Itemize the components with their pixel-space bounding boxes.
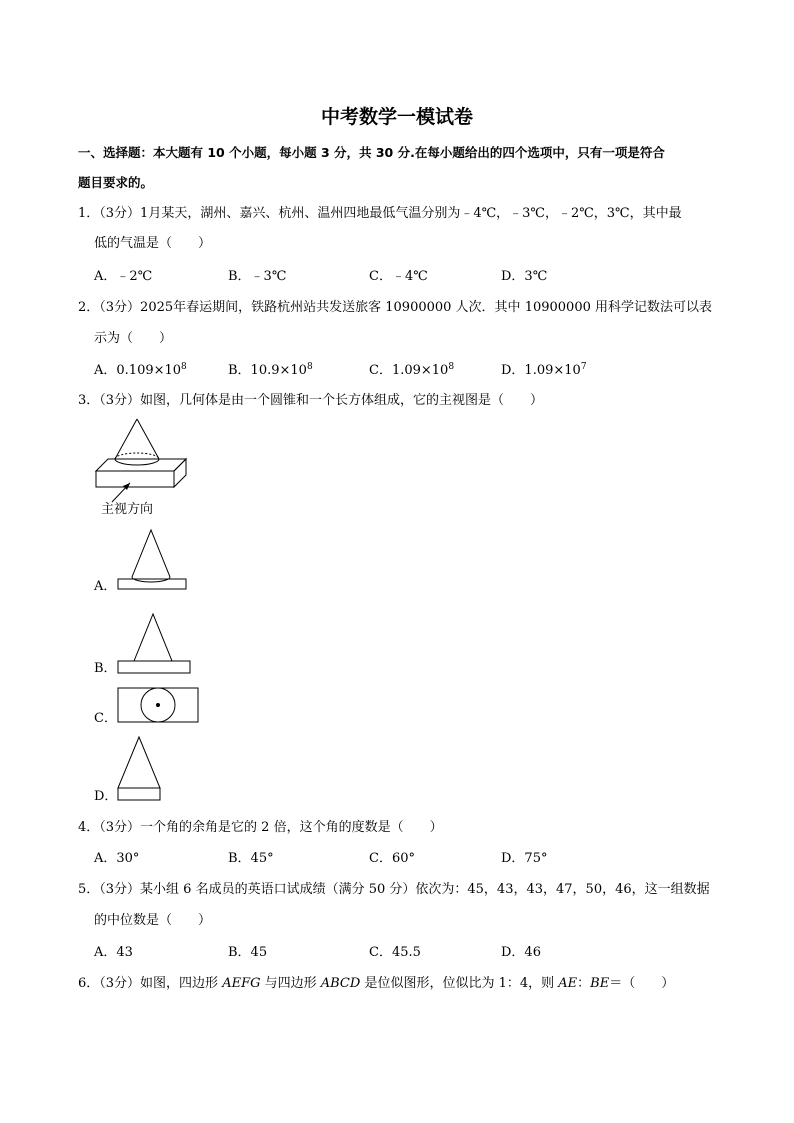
q3-option-b-figure: [116, 611, 192, 675]
q4-option-d: D．75°: [501, 851, 548, 866]
q2-option-b-exp: 8: [306, 362, 313, 372]
q5-option-b: B．45: [228, 945, 268, 960]
q3-stem-line1: 3．（3分）如图，几何体是由一个圆锥和一个长方体组成，它的主视图是（ ）: [78, 393, 544, 408]
q2-option-b-base: B．10.9×10: [228, 363, 307, 378]
q1-stem-line1: 1．（3分）1月某天，湖州、嘉兴、杭州、温州四地最低气温分别为﹣4℃，﹣3℃，﹣2℃，3℃，其中最: [78, 206, 682, 221]
q3-option-a-label: A．: [94, 579, 117, 594]
q6-var-ae: AE: [558, 976, 578, 991]
q3-option-a-figure: [116, 527, 190, 593]
q5-option-c: C．45.5: [369, 945, 421, 960]
q3-option-c-figure: [116, 686, 202, 726]
section-heading-line1: 一、选择题：本大题有 10 个小题，每小题 3 分，共 30 分.在每小题给出的四个选项中，只有一项是符合: [78, 145, 665, 160]
q2-option-a-base: A．0.109×10: [94, 363, 182, 378]
q3-option-c-label: C．: [94, 711, 117, 726]
q3-option-d-figure: [116, 734, 166, 804]
q2-option-b: [228, 362, 313, 380]
section-heading-line2: 题目要求的。: [78, 175, 154, 190]
q1-stem-line2: 低的气温是（ ）: [94, 236, 212, 251]
q2-option-c-exp: 8: [448, 362, 455, 372]
q1-option-a: A．﹣2℃: [94, 269, 153, 284]
q6-stem-line1: [78, 975, 674, 993]
q6-var-aefg: AEFG: [222, 976, 261, 991]
q3-option-d-label: D．: [94, 789, 118, 804]
q2-option-a: [94, 362, 187, 380]
q4-option-b: B．45°: [228, 851, 274, 866]
q5-stem-line1: 5．（3分）某小组 6 名成员的英语口试成绩（满分 50 分）依次为：45，43，43，47，50，46，这一组数据: [78, 882, 710, 897]
q5-option-a: A．43: [94, 945, 133, 960]
q2-option-c: [369, 362, 454, 380]
q6-text-mid1: 与四边形: [260, 976, 321, 991]
q2-option-d-base: D．1.09×10: [501, 363, 581, 378]
q6-text-pre: 6．（3分）如图，四边形: [78, 976, 223, 991]
q2-stem-line2: 示为（ ）: [94, 331, 173, 346]
q2-option-d: [501, 362, 587, 380]
q6-var-be: BE: [590, 976, 610, 991]
q3-figure-caption: 主视方向: [101, 502, 154, 517]
q2-option-c-base: C．1.09×10: [369, 363, 449, 378]
q3-option-b-label: B．: [94, 661, 117, 676]
q6-var-abcd: ABCD: [320, 976, 361, 991]
q6-text-colon: ：: [577, 976, 591, 991]
q1-option-b: B．﹣3℃: [228, 269, 287, 284]
q6-text-post: ＝（ ）: [609, 976, 675, 991]
q2-option-a-exp: 8: [181, 362, 187, 372]
q2-stem-line1: 2．（3分）2025年春运期间，铁路杭州站共发送旅客 10900000 人次．其中 10900000 用科学记数法可以表: [78, 300, 712, 315]
q6-text-mid2: 是位似图形，位似比为 1：4，则: [360, 976, 559, 991]
q4-stem-line1: 4．（3分）一个角的余角是它的 2 倍，这个角的度数是（ ）: [78, 820, 443, 835]
q5-stem-line2: 的中位数是（ ）: [94, 913, 212, 928]
q5-option-d: D．46: [501, 945, 541, 960]
page-title: 中考数学一模试卷: [320, 106, 473, 128]
q1-option-c: C．﹣4℃: [369, 269, 428, 284]
q1-option-d: D．3℃: [501, 269, 548, 284]
q4-option-c: C．60°: [369, 851, 415, 866]
q2-option-d-exp: 7: [580, 362, 587, 372]
q4-option-a: A．30°: [94, 851, 140, 866]
